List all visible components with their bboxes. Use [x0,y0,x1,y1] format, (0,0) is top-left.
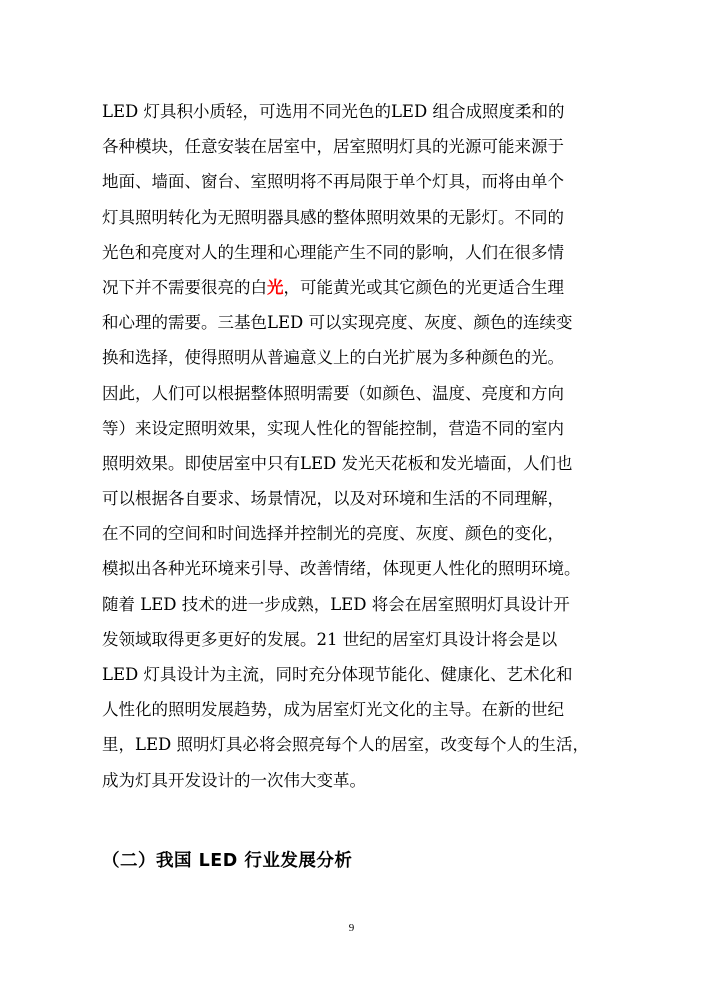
text-line: 因此，人们可以根据整体照明需要（如颜色、温度、亮度和方向 [102,383,564,403]
text-line: 在不同的空间和时间选择并控制光的亮度、灰度、颜色的变化， [102,524,564,544]
text-line: 灯具照明转化为无照明器具感的整体照明效果的无影灯。不同的 [102,207,564,227]
body-paragraph [102,94,617,798]
page-number: 9 [348,922,355,934]
text-segment: 况下并不需要很亮的白 [102,277,267,297]
highlighted-word: 光 [267,277,284,297]
text-line: 各种模块，任意安装在居室中，居室照明灯具的光源可能来源于 [102,137,564,157]
section-heading: （二）我国 LED 行业发展分析 [102,851,353,871]
text-segment: ，可能黄光或其它颜色的光更适合生理 [283,277,564,297]
text-line: 换和选择，使得照明从普遍意义上的白光扩展为多种颜色的光。 [102,348,564,368]
text-line: 里，LED 照明灯具必将会照亮每个人的居室，改变每个人的生活， [102,735,589,755]
text-line: 和心理的需要。三基色LED 可以实现亮度、灰度、颜色的连续变 [102,313,573,333]
text-line: 可以根据各自要求、场景情况，以及对环境和生活的不同理解， [102,489,564,509]
text-line: 随着 LED 技术的进一步成熟，LED 将会在居室照明灯具设计开 [102,594,570,614]
text-line: 模拟出各种光环境来引导、改善情绪，体现更人性化的照明环境。 [102,559,581,579]
text-line: 发领域取得更多更好的发展。21 世纪的居室灯具设计将会是以 [102,629,558,649]
text-line: 地面、墙面、窗台、室照明将不再局限于单个灯具，而将由单个 [102,172,564,192]
text-line: LED 灯具设计为主流，同时充分体现节能化、健康化、艺术化和 [102,665,573,684]
text-line: 等）来设定照明效果，实现人性化的智能控制，营造不同的室内 [102,418,564,438]
text-line-with-highlight [102,270,617,305]
text-line: 成为灯具开发设计的一次伟大变革。 [102,770,366,790]
text-line: 照明效果。即使居室中只有LED 发光天花板和发光墙面，人们也 [102,453,573,473]
text-line: 光色和亮度对人的生理和心理能产生不同的影响，人们在很多情 [102,242,564,262]
text-line: LED 灯具积小质轻，可选用不同光色的LED 组合成照度柔和的 [102,102,565,121]
text-line: 人性化的照明发展趋势，成为居室灯光文化的主导。在新的世纪 [102,700,564,720]
